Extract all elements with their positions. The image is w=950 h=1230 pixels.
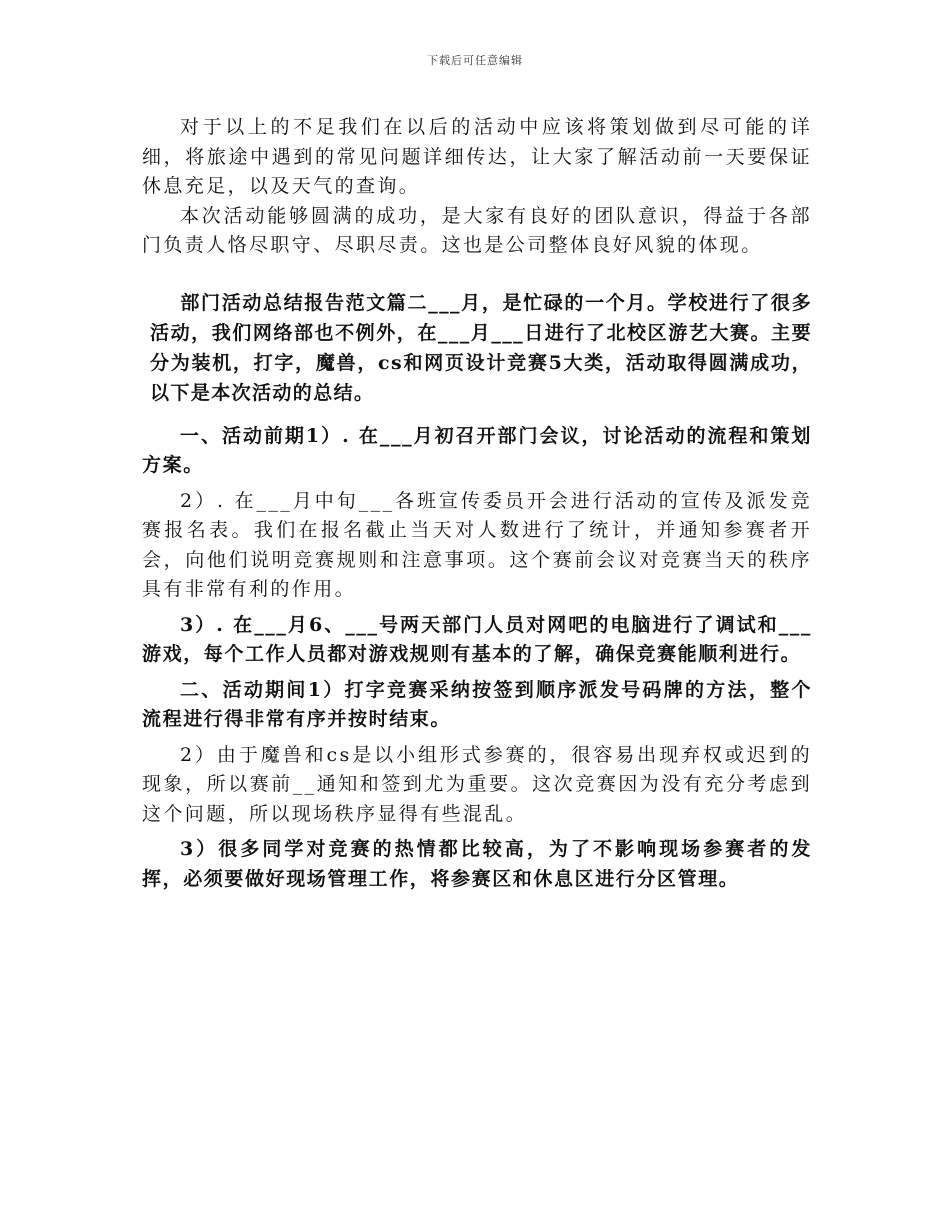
paragraph-pre-activity-2: 2）. 在___月中旬___各班宣传委员开会进行活动的宣传及派发竞赛报名表。我们在报名截止当天对人数进行了统计，并通知参赛者开会，向他们说明竞赛规则和注意事项。这个赛前会议对竞赛当天的秩序具有非常有利的作用。 bbox=[142, 489, 812, 600]
paragraph-during-activity-2: 2）由于魔兽和cs是以小组形式参赛的，很容易出现弃权或迟到的现象，所以赛前__通知和签到尤为重要。这次竞赛因为没有充分考虑到这个问题，所以现场秩序显得有些混乱。 bbox=[142, 743, 812, 825]
paragraph-pre-activity-1: 一、活动前期1）. 在___月初召开部门会议，讨论活动的流程和策划方案。 bbox=[142, 424, 812, 476]
paragraph-during-activity-3: 3）很多同学对竞赛的热情都比较高，为了不影响现场参赛者的发挥，必须要做好现场管理工作，将参赛区和休息区进行分区管理。 bbox=[142, 838, 812, 890]
paragraph-improvement-plan: 对于以上的不足我们在以后的活动中应该将策划做到尽可能的详细，将旅途中遇到的常见问题详细传达，让大家了解活动前一天要保证休息充足，以及天气的查询。 bbox=[142, 116, 812, 197]
paragraph-pre-activity-3: 3）. 在___月6、___号两天部门人员对网吧的电脑进行了调试和___游戏，每个工作人员都对游戏规则有基本的了解，确保竞赛能顺利进行。 bbox=[142, 613, 812, 665]
document-body bbox=[142, 113, 812, 894]
paragraph-section-two-intro: 部门活动总结报告范文篇二___月，是忙碌的一个月。学校进行了很多活动，我们网络部也不例外，在___月___日进行了北校区游艺大赛。主要分为装机，打字，魔兽，cs和网页设计竞赛5大类，活动取得圆满成功，以下是本次活动的总结。 bbox=[150, 291, 812, 404]
paragraph-during-activity-1: 二、活动期间1）打字竞赛采纳按签到顺序派发号码牌的方法，整个流程进行得非常有序并按时结束。 bbox=[142, 678, 812, 730]
page-header: 下载后可任意编辑 bbox=[427, 54, 523, 67]
paragraph-success-summary: 本次活动能够圆满的成功，是大家有良好的团队意识，得益于各部门负责人恪尽职守、尽职尽责。这也是公司整体良好风貌的体现。 bbox=[142, 204, 812, 256]
